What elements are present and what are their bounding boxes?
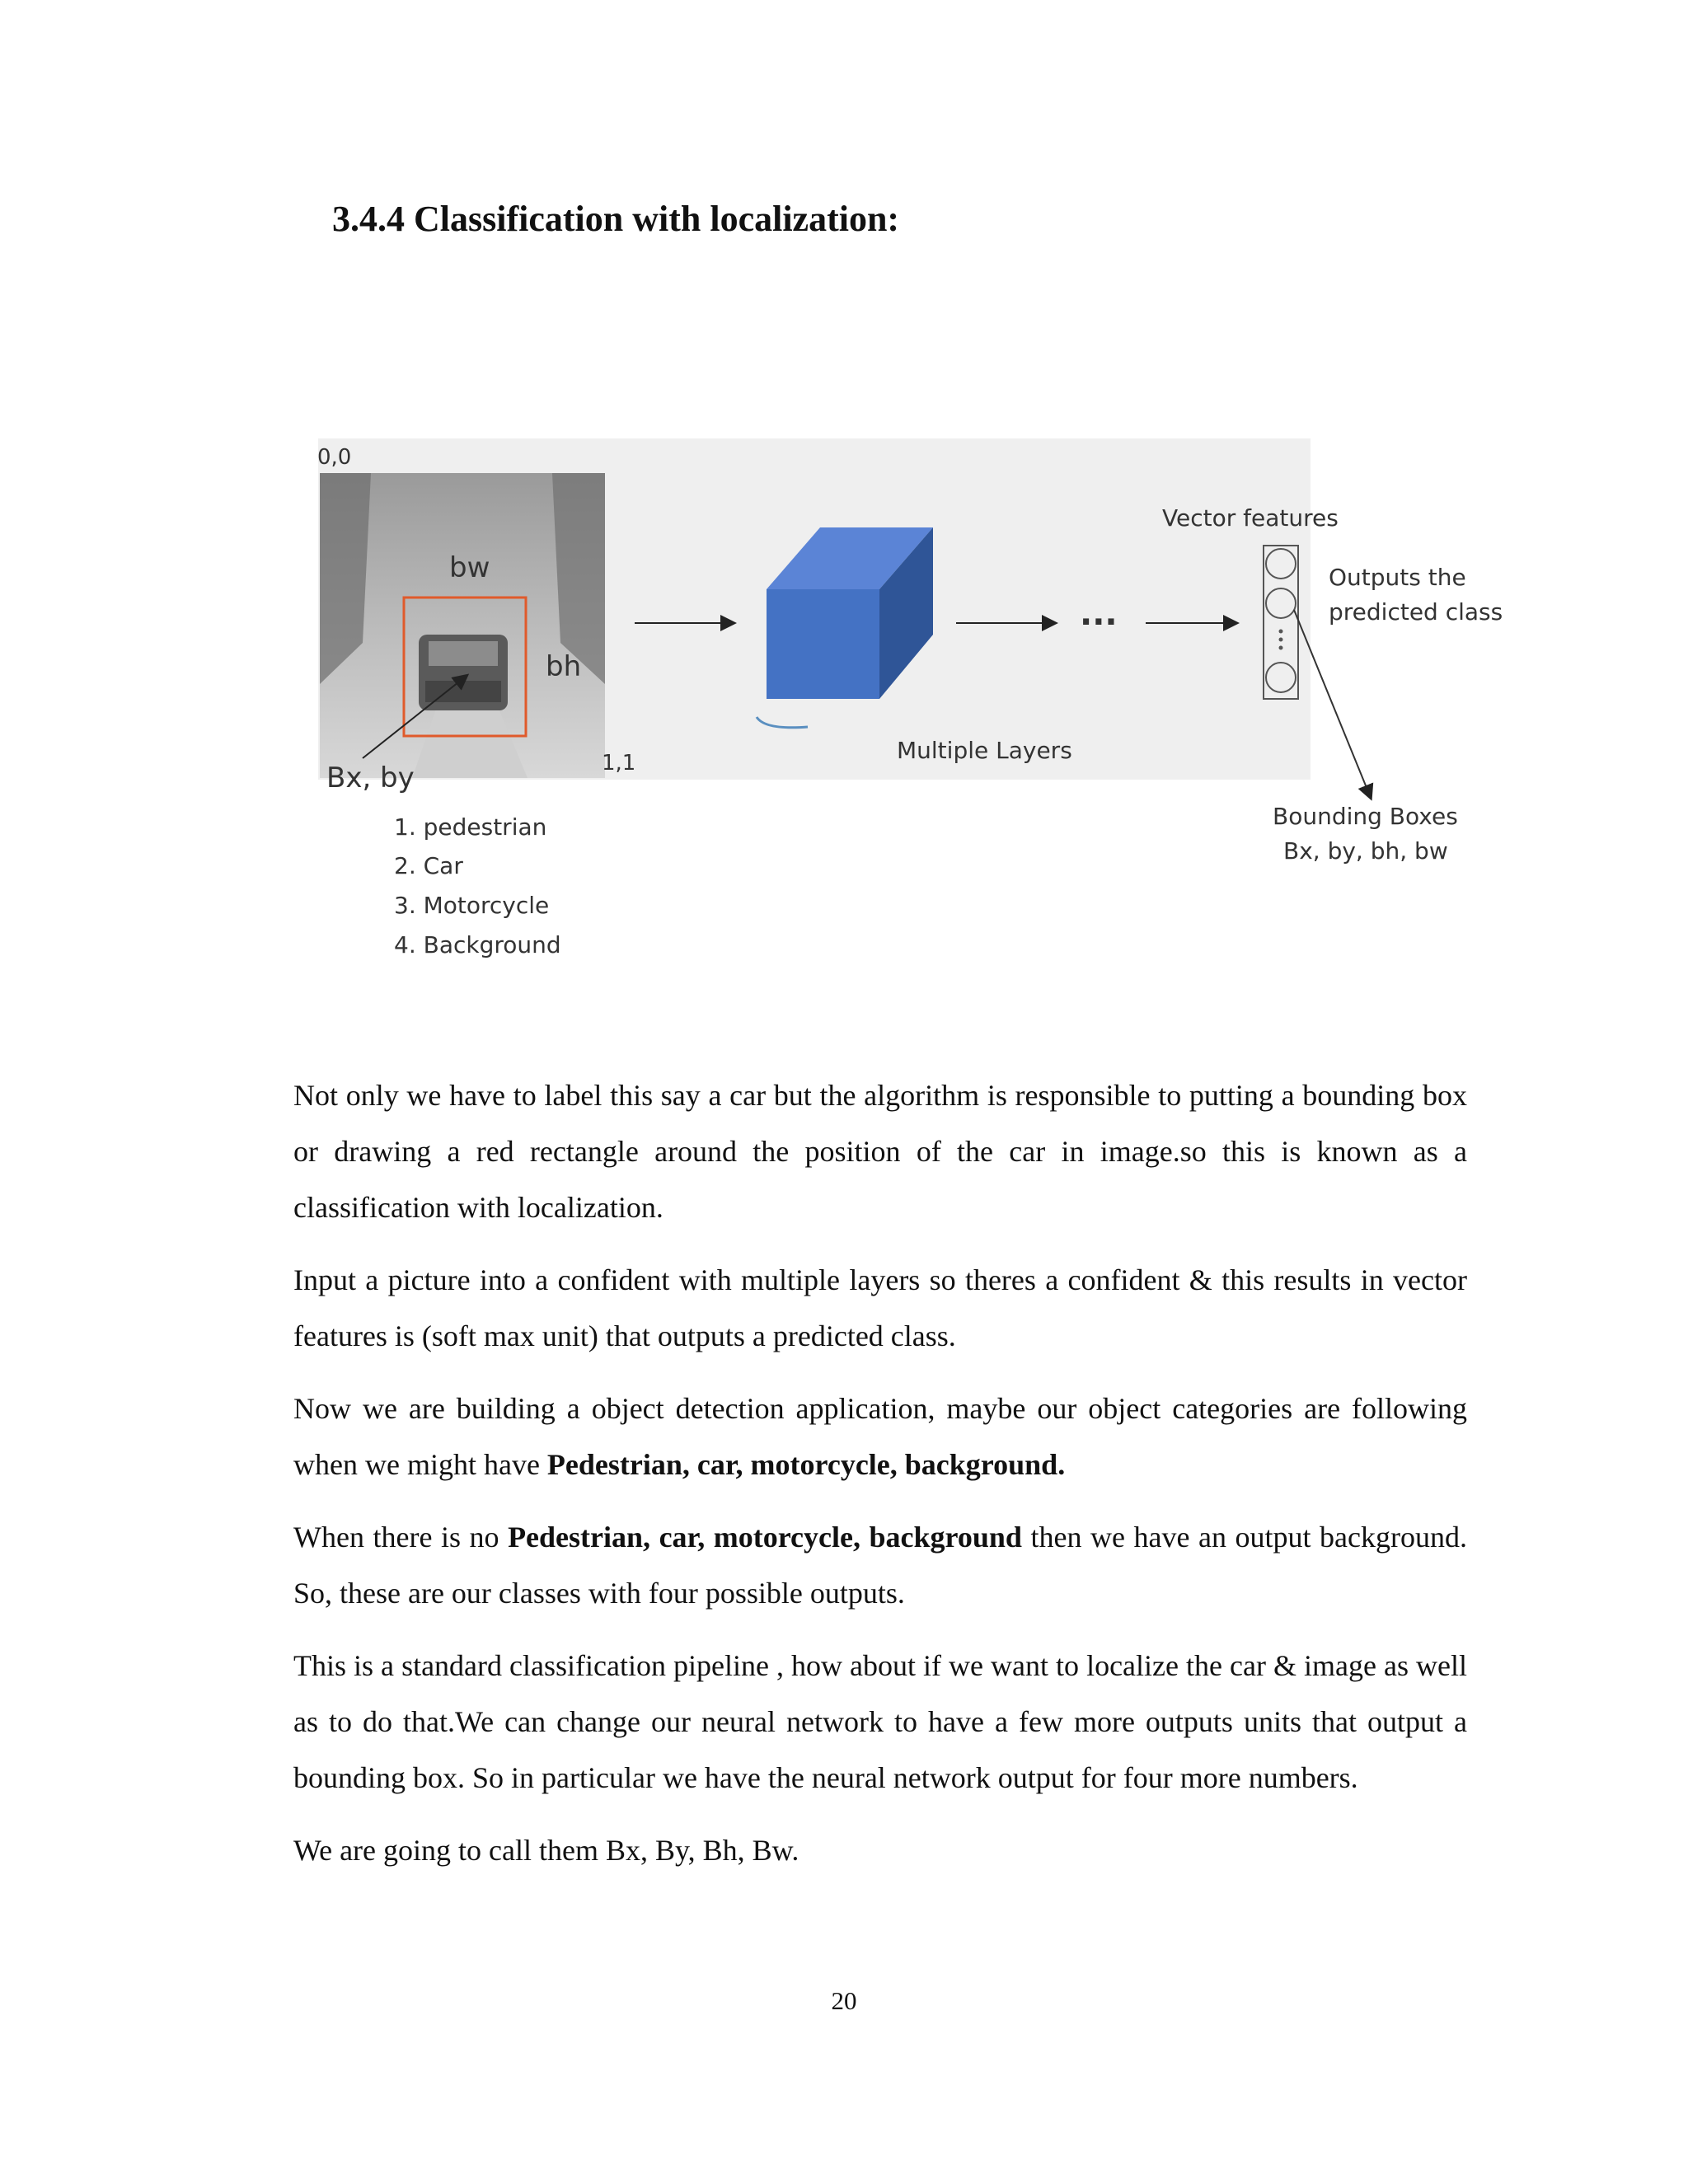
paragraph-5: This is a standard classification pipeline , how about if we want to localize the car & image as well as to do that.We can change our neural network to have a few more outputs units that output a bounding box. So in particular we have the neural network output for four more numbers. — [293, 1649, 1467, 1794]
paragraph-3 — [293, 1380, 1467, 1493]
classification-localization-figure — [313, 437, 1503, 964]
end-label: 1,1 — [602, 751, 636, 776]
paragraph-2: Input a picture into a confident with multiple layers so theres a confident & this results in vector features is (soft max unit) that outputs a predicted class. — [293, 1263, 1467, 1352]
page-number: 20 — [831, 1986, 857, 2015]
section-heading: 3.4.4 Classification with localization: — [332, 199, 900, 239]
vector-dot — [1279, 638, 1283, 642]
bbox-label-line2: Bx, by, bh, bw — [1283, 837, 1448, 865]
outputs-label-line2: predicted class — [1329, 598, 1503, 626]
paragraph-4-pre: When there is no — [293, 1521, 509, 1554]
layers-label: Multiple Layers — [897, 737, 1072, 764]
class-item-background: 4. Background — [394, 931, 561, 958]
paragraph-1: Not only we have to label this say a car but the algorithm is responsible to putting a bounding box or drawing a red rectangle around the position of the car in image.so this is known as a classification with localization. — [293, 1079, 1467, 1224]
paragraph-3-bold: Pedestrian, car, motorcycle, background. — [546, 1448, 1066, 1481]
class-item-car: 2. Car — [394, 852, 463, 879]
vector-dot — [1279, 646, 1283, 650]
class-item-motorcycle: 3. Motorcycle — [394, 892, 550, 919]
body-text — [293, 1067, 1467, 1895]
bbox-label-line1: Bounding Boxes — [1273, 803, 1458, 830]
input-image — [320, 473, 605, 778]
vector-features-label: Vector features — [1162, 504, 1339, 532]
cube-front — [767, 589, 879, 699]
paragraph-4-bold: Pedestrian, car, motorcycle, background — [508, 1521, 1022, 1554]
center-label: Bx, by — [326, 762, 415, 794]
bh-label: bh — [546, 650, 582, 683]
class-item-pedestrian: 1. pedestrian — [394, 813, 547, 841]
origin-label: 0,0 — [317, 445, 352, 470]
paragraph-3-text: Now we are building a object detection application, maybe our object categories are following when we might have — [293, 1392, 1467, 1481]
vector-dot — [1279, 630, 1283, 634]
paragraph-4 — [293, 1509, 1467, 1621]
paragraph-6: We are going to call them Bx, By, Bh, Bw. — [293, 1834, 799, 1867]
outputs-label-line1: Outputs the — [1329, 564, 1466, 591]
ellipsis: ... — [1080, 595, 1118, 633]
bw-label: bw — [449, 551, 490, 584]
paragraph-4-post: then we have an output background. So, these are our classes with four possible outputs. — [293, 1521, 1468, 1610]
